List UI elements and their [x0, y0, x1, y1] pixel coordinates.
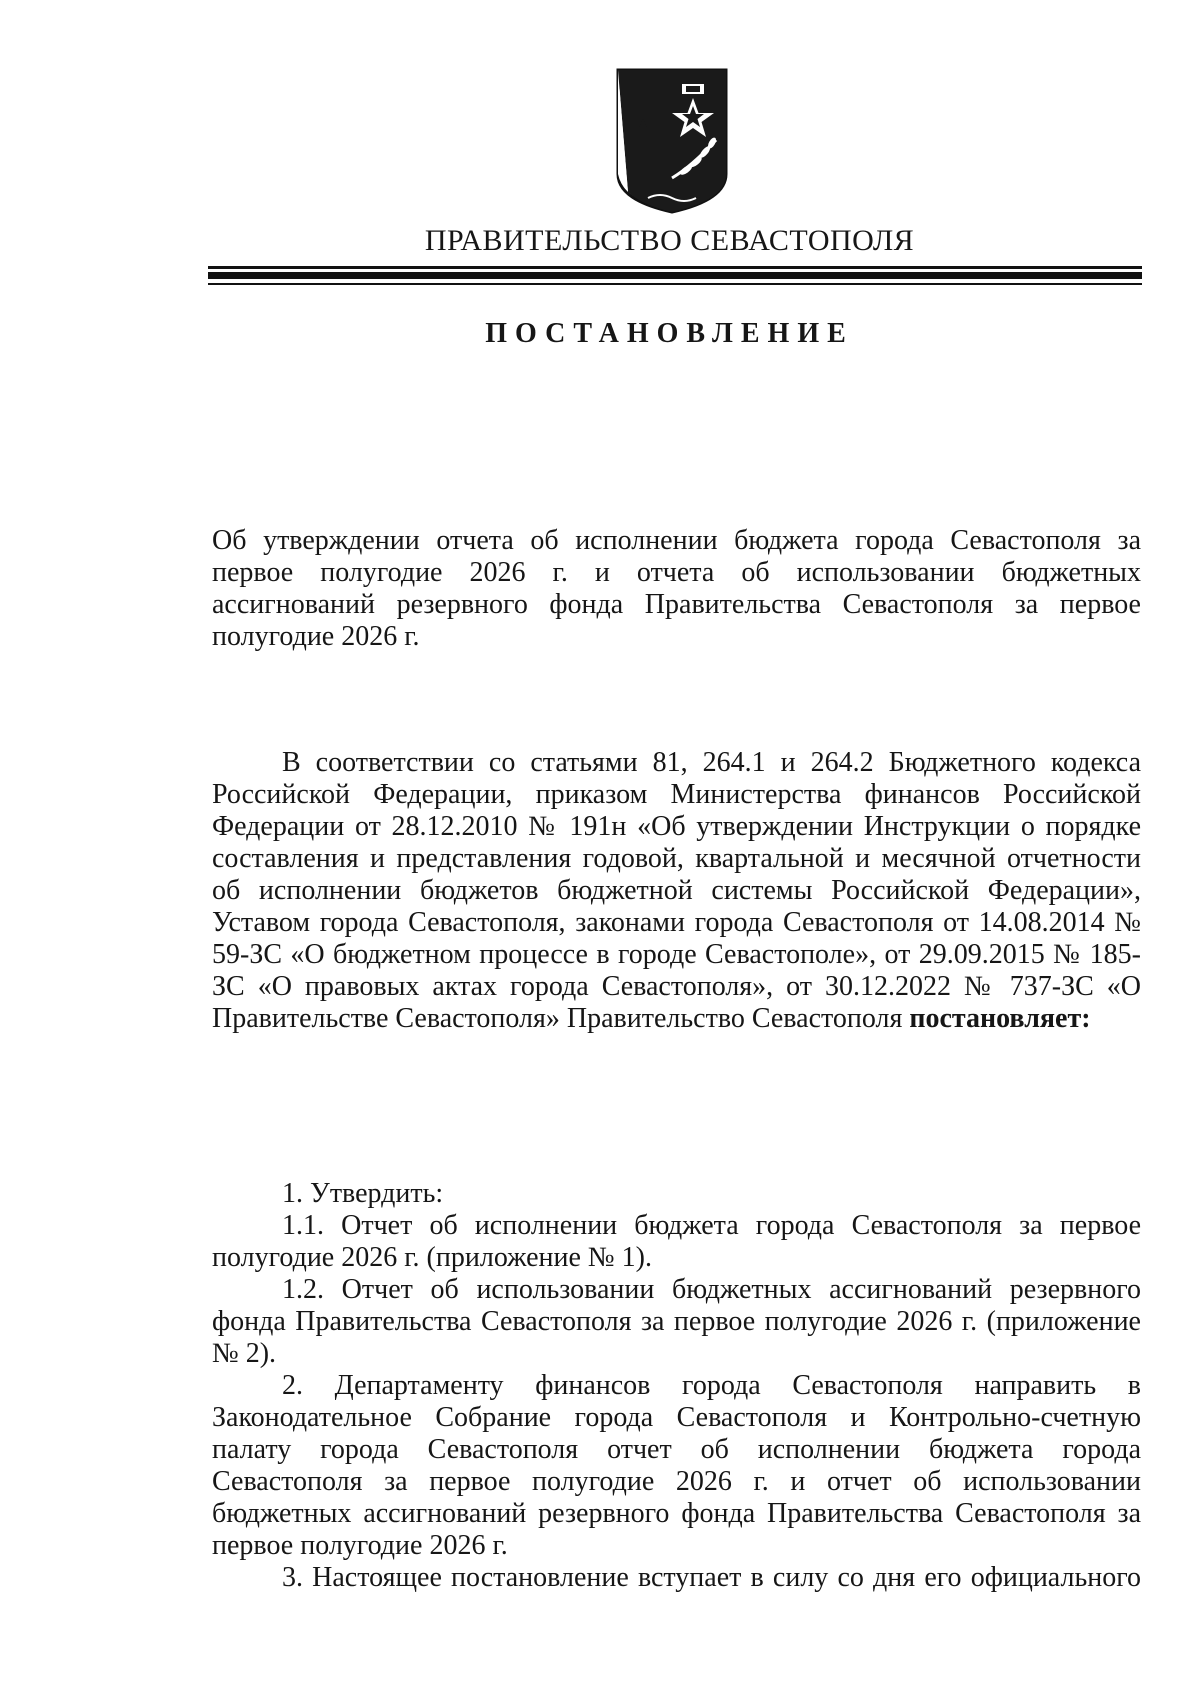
preamble-text: В соответствии со статьями 81, 264.1 и 264.2 Бюджетного кодекса Российской Федерации, приказом Министерства финансов Российской Федерации от 28.12.2010 № 191н «Об утверждении Инструкции о порядке составления и представления годовой, квартальной и месячной отчетности об исполнении бюджетов бюджетной системы Российской Федерации», Уставом города Севастополя, законами города Севастополя от 14.08.2014 № 59-ЗС «О бюджетном процессе в городе Севастополе», от 29.09.2015 № 185-ЗС «О правовых актах города Севастополя», от 30.12.2022 № 737-ЗС «О Правительстве Севастополя» Правительство Севастополя	[212, 747, 1141, 1034]
preamble-section	[212, 747, 1141, 1035]
point-1-2: 1.2. Отчет об использовании бюджетных ассигнований резервного фонда Правительства Севастополя за первое полугодие 2026 г. (приложение № 2).	[212, 1274, 1141, 1369]
points-section	[212, 1178, 1141, 1594]
header-rule-thin-bottom	[208, 283, 1142, 285]
coat-of-arms-icon	[612, 66, 732, 216]
header-rule-thin-top	[208, 266, 1142, 269]
point-1-1: 1.1. Отчет об исполнении бюджета города Севастополя за первое полугодие 2026 г. (приложение № 1).	[212, 1210, 1141, 1273]
point-3: 3. Настоящее постановление вступает в силу со дня его официального	[282, 1562, 1141, 1593]
organization-title: ПРАВИТЕЛЬСТВО СЕВАСТОПОЛЯ	[424, 224, 915, 257]
point-1: 1. Утвердить:	[282, 1178, 444, 1209]
header-rule-thick	[208, 272, 1142, 279]
preamble-paragraph	[212, 747, 1141, 1035]
point-2: 2. Департаменту финансов города Севастополя направить в Законодательное Собрание города Севастополя и Контрольно-счетную палату города Севастополя отчет об исполнении бюджета города Севастополя за первое полугодие 2026 г. и отчет об использовании бюджетных ассигнований резервного фонда Правительства Севастополя за первое полугодие 2026 г.	[212, 1370, 1141, 1561]
decree-word: постановляет:	[909, 1003, 1091, 1034]
document-type-heading: ПОСТАНОВЛЕНИЕ	[485, 318, 854, 349]
document-subject: Об утверждении отчета об исполнении бюджета города Севастополя за первое полугодие 2026 г. и отчета об использовании бюджетных ассигнований резервного фонда Правительства Севастополя за первое полугодие 2026 г.	[212, 525, 1141, 652]
